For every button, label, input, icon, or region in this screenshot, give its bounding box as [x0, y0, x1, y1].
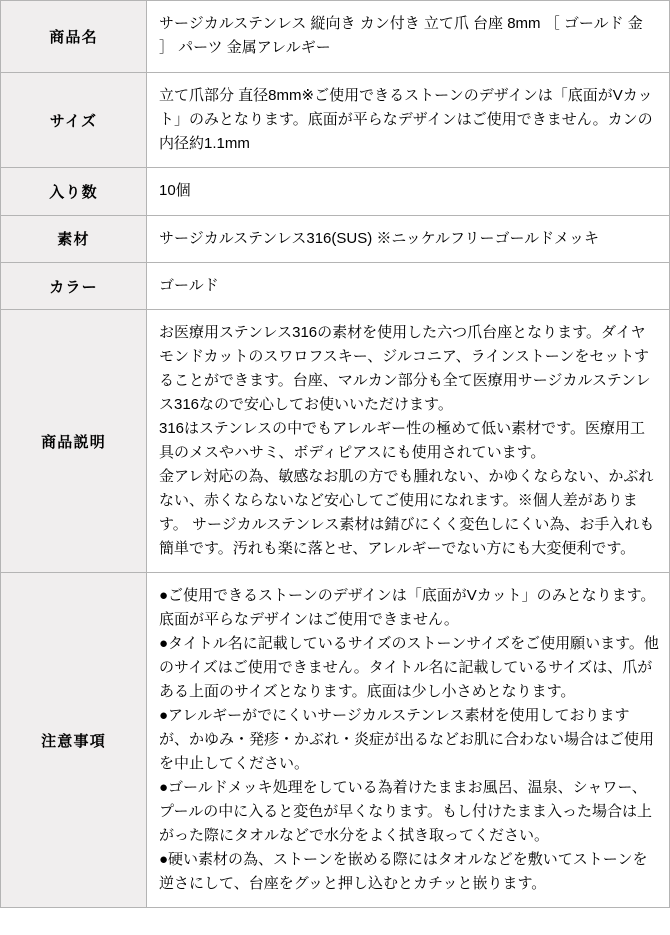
table-row [1, 168, 670, 215]
text-paragraph: 立て爪部分 直径8mm※ご使用できるストーンのデザインは「底面がVカット」のみとなります。底面が平らなデザインはご使用できません。カンの内径約1.1mm [159, 86, 653, 153]
row-label-color: カラー [1, 263, 147, 310]
spec-table-body [1, 1, 670, 908]
table-row [1, 310, 670, 573]
row-label-size: サイズ [1, 72, 147, 168]
row-value-quantity [147, 168, 670, 215]
text-paragraph: ●ゴールドメッキ処理をしている為着けたままお風呂、温泉、シャワー、プールの中に入ると変色が早くなります。もし付けたまま入った場合は上がった際にタオルなどで水分をよく拭き取ってください。 [159, 779, 653, 845]
text-paragraph: ●硬い素材の為、ストーンを嵌める際にはタオルなどを敷いてストーンを逆さにして、台座をグッと押し込むとカチッと嵌ります。 [159, 851, 648, 893]
table-row [1, 573, 670, 908]
row-value-material [147, 215, 670, 262]
row-label-quantity: 入り数 [1, 168, 147, 215]
row-value-size [147, 72, 670, 168]
row-value-product-name [147, 1, 670, 73]
text-paragraph: ●タイトル名に記載しているサイズのストーンサイズをご使用願います。他のサイズはご使用できません。タイトル名に記載しているサイズは、爪がある上面のサイズとなります。底面は少し小さめとなります。 [159, 635, 659, 701]
row-label-material: 素材 [1, 215, 147, 262]
text-paragraph: 金アレ対応の為、敏感なお肌の方でも腫れない、かゆくならない、かぶれない、赤くならないなど安心してご使用になれます。※個人差があります。 サージカルステンレス素材は錆びにくく変色しにくい為、お手入れも簡単です。汚れも楽に落とせ、アレルギーでない方にも大変便利です。 [159, 468, 655, 558]
table-row [1, 263, 670, 310]
table-row [1, 72, 670, 168]
text-paragraph: ●ご使用できるストーンのデザインは「底面がVカット」のみとなります。底面が平らなデザインはご使用できません。 [159, 587, 656, 629]
text-paragraph: サージカルステンレス 縦向き カン付き 立て爪 台座 8mm ［ ゴールド 金 ］ パーツ 金属アレルギー [159, 15, 643, 57]
text-paragraph: サージカルステンレス316(SUS) ※ニッケルフリーゴールドメッキ [159, 229, 600, 247]
table-row [1, 1, 670, 73]
text-paragraph: お医療用ステンレス316の素材を使用した六つ爪台座となります。ダイヤモンドカットのスワロフスキー、ジルコニア、ラインストーンをセットすることができます。台座、マルカン部分も全て医療用サージカルステンレス316なので安心してお使いいただけます。 [159, 324, 651, 414]
row-label-description: 商品説明 [1, 310, 147, 573]
text-paragraph: ●アレルギーがでにくいサージカルステンレス素材を使用しておりますが、かゆみ・発疹・かぶれ・炎症が出るなどお肌に合わない場合はご使用を中止してください。 [159, 707, 655, 773]
row-label-product-name: 商品名 [1, 1, 147, 73]
row-value-description [147, 310, 670, 573]
row-value-notes [147, 573, 670, 908]
row-label-notes: 注意事項 [1, 573, 147, 908]
text-paragraph: ゴールド [159, 277, 219, 295]
table-row [1, 215, 670, 262]
text-paragraph: 10個 [159, 182, 191, 200]
row-value-color [147, 263, 670, 310]
text-paragraph: 316はステンレスの中でもアレルギー性の極めて低い素材です。医療用工具のメスやハサミ、ボディピアスにも使用されています。 [159, 420, 645, 462]
